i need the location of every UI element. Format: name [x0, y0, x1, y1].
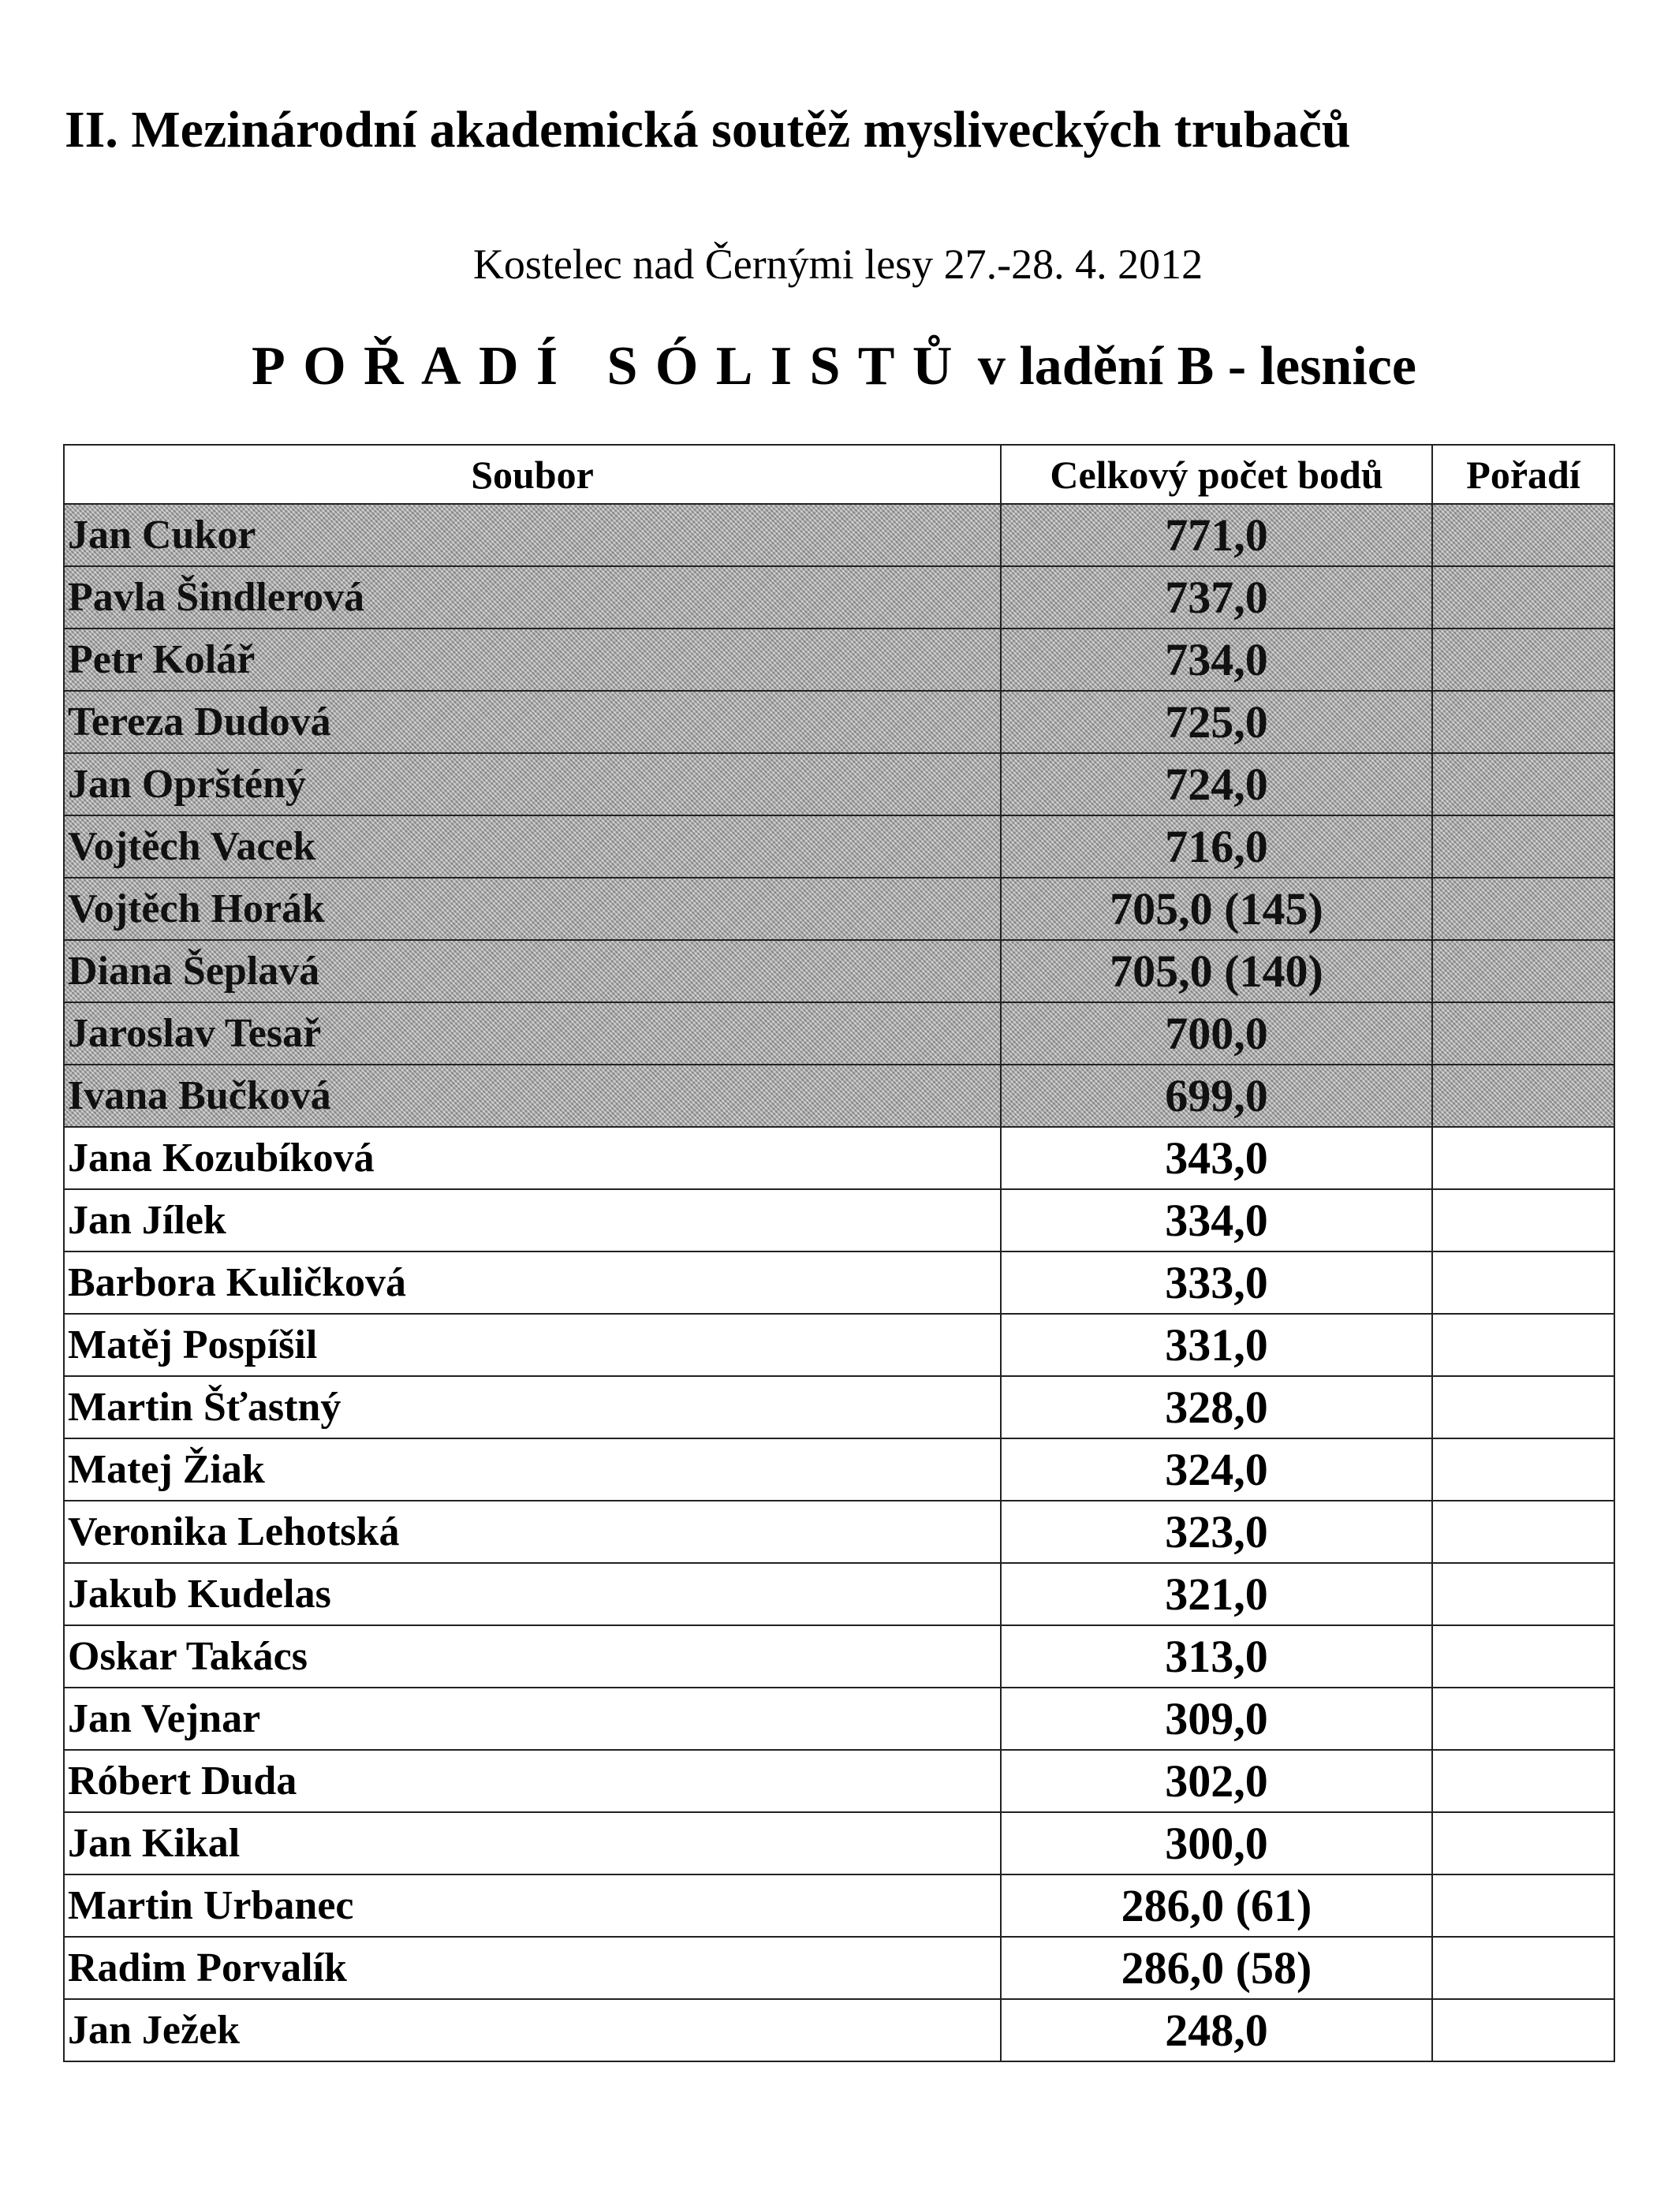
rank-cell: [1432, 1127, 1614, 1189]
soloist-name: Vojtěch Horák: [64, 878, 1001, 940]
total-points: 734,0: [1001, 629, 1432, 691]
soloist-name: Róbert Duda: [64, 1750, 1001, 1812]
table-row: [64, 566, 1614, 629]
table-row: [64, 815, 1614, 878]
table-row: [64, 1812, 1614, 1874]
table-row: [64, 629, 1614, 691]
rank-cell: [1432, 1688, 1614, 1750]
column-header-points: Celkový počet bodů: [1001, 445, 1432, 504]
table-row: [64, 1501, 1614, 1563]
soloist-name: Tereza Dudová: [64, 691, 1001, 753]
rank-cell: [1432, 1189, 1614, 1251]
table-row: [64, 878, 1614, 940]
rank-cell: [1432, 1376, 1614, 1438]
total-points: 737,0: [1001, 566, 1432, 629]
rank-cell: [1432, 566, 1614, 629]
table-row: [64, 1376, 1614, 1438]
rank-cell: [1432, 1874, 1614, 1937]
heading-part-poradi: POŘADÍ: [252, 336, 576, 397]
total-points: 309,0: [1001, 1688, 1432, 1750]
soloist-name: Pavla Šindlerová: [64, 566, 1001, 629]
soloist-name: Barbora Kuličková: [64, 1251, 1001, 1314]
soloist-name: Jan Cukor: [64, 504, 1001, 566]
rank-cell: [1432, 1812, 1614, 1874]
soloist-name: Jaroslav Tesař: [64, 1002, 1001, 1065]
document-subtitle: Kostelec nad Černými lesy 27.-28. 4. 2012: [472, 241, 1203, 288]
total-points: 302,0: [1001, 1750, 1432, 1812]
total-points: 724,0: [1001, 753, 1432, 815]
rank-cell: [1432, 1999, 1614, 2061]
total-points: 300,0: [1001, 1812, 1432, 1874]
soloist-name: Martin Urbanec: [64, 1874, 1001, 1937]
soloist-name: Veronika Lehotská: [64, 1501, 1001, 1563]
results-table: [63, 444, 1615, 2062]
table-row: [64, 1750, 1614, 1812]
soloist-name: Radim Porvalík: [64, 1937, 1001, 1999]
rank-cell: [1432, 504, 1614, 566]
rank-cell: [1432, 815, 1614, 878]
rank-cell: [1432, 1750, 1614, 1812]
rank-cell: [1432, 1563, 1614, 1625]
rank-cell: [1432, 1251, 1614, 1314]
table-row: [64, 691, 1614, 753]
soloist-name: Oskar Takács: [64, 1625, 1001, 1688]
total-points: 699,0: [1001, 1065, 1432, 1127]
total-points: 334,0: [1001, 1189, 1432, 1251]
rank-cell: [1432, 1002, 1614, 1065]
total-points: 725,0: [1001, 691, 1432, 753]
table-row: [64, 1874, 1614, 1937]
table-row: [64, 1314, 1614, 1376]
table-row: [64, 1688, 1614, 1750]
total-points: 324,0: [1001, 1438, 1432, 1501]
table-row: [64, 1438, 1614, 1501]
document-title: II. Mezinárodní akademická soutěž mysliveckých trubačů: [65, 101, 1351, 159]
total-points: 343,0: [1001, 1127, 1432, 1189]
total-points: 716,0: [1001, 815, 1432, 878]
rank-cell: [1432, 940, 1614, 1002]
rank-cell: [1432, 1314, 1614, 1376]
section-heading: [0, 336, 1668, 397]
soloist-name: Ivana Bučková: [64, 1065, 1001, 1127]
total-points: 328,0: [1001, 1376, 1432, 1438]
table-header-row: [64, 445, 1614, 504]
table-row: [64, 940, 1614, 1002]
rank-cell: [1432, 878, 1614, 940]
heading-part-solistu: SÓLISTŮ: [606, 336, 970, 397]
table-row: [64, 1127, 1614, 1189]
rank-cell: [1432, 1625, 1614, 1688]
rank-cell: [1432, 1501, 1614, 1563]
total-points: 248,0: [1001, 1999, 1432, 2061]
total-points: 771,0: [1001, 504, 1432, 566]
rank-cell: [1432, 753, 1614, 815]
rank-cell: [1432, 629, 1614, 691]
rank-cell: [1432, 691, 1614, 753]
column-header-name: Soubor: [64, 445, 1001, 504]
total-points: 705,0 (145): [1001, 878, 1432, 940]
total-points: 700,0: [1001, 1002, 1432, 1065]
total-points: 313,0: [1001, 1625, 1432, 1688]
soloist-name: Jan Ježek: [64, 1999, 1001, 2061]
table-row: [64, 1937, 1614, 1999]
column-header-rank: Pořadí: [1432, 445, 1614, 504]
table-row: [64, 1251, 1614, 1314]
table-row: [64, 1189, 1614, 1251]
soloist-name: Matej Žiak: [64, 1438, 1001, 1501]
table-row: [64, 504, 1614, 566]
total-points: 705,0 (140): [1001, 940, 1432, 1002]
soloist-name: Martin Šťastný: [64, 1376, 1001, 1438]
soloist-name: Vojtěch Vacek: [64, 815, 1001, 878]
table-row: [64, 1065, 1614, 1127]
soloist-name: Jan Opršténý: [64, 753, 1001, 815]
soloist-name: Jan Jílek: [64, 1189, 1001, 1251]
rank-cell: [1432, 1438, 1614, 1501]
total-points: 333,0: [1001, 1251, 1432, 1314]
soloist-name: Jan Vejnar: [64, 1688, 1001, 1750]
table-row: [64, 1625, 1614, 1688]
rank-cell: [1432, 1065, 1614, 1127]
table-row: [64, 1999, 1614, 2061]
soloist-name: Jan Kikal: [64, 1812, 1001, 1874]
table-row: [64, 1002, 1614, 1065]
total-points: 323,0: [1001, 1501, 1432, 1563]
total-points: 321,0: [1001, 1563, 1432, 1625]
rank-cell: [1432, 1937, 1614, 1999]
soloist-name: Jana Kozubíková: [64, 1127, 1001, 1189]
soloist-name: Diana Šeplavá: [64, 940, 1001, 1002]
results-body: [64, 504, 1614, 2061]
soloist-name: Matěj Pospíšil: [64, 1314, 1001, 1376]
total-points: 286,0 (61): [1001, 1874, 1432, 1937]
table-row: [64, 753, 1614, 815]
soloist-name: Jakub Kudelas: [64, 1563, 1001, 1625]
heading-part-tuning: v ladění B - lesnice: [977, 336, 1416, 397]
table-row: [64, 1563, 1614, 1625]
total-points: 331,0: [1001, 1314, 1432, 1376]
soloist-name: Petr Kolář: [64, 629, 1001, 691]
total-points: 286,0 (58): [1001, 1937, 1432, 1999]
